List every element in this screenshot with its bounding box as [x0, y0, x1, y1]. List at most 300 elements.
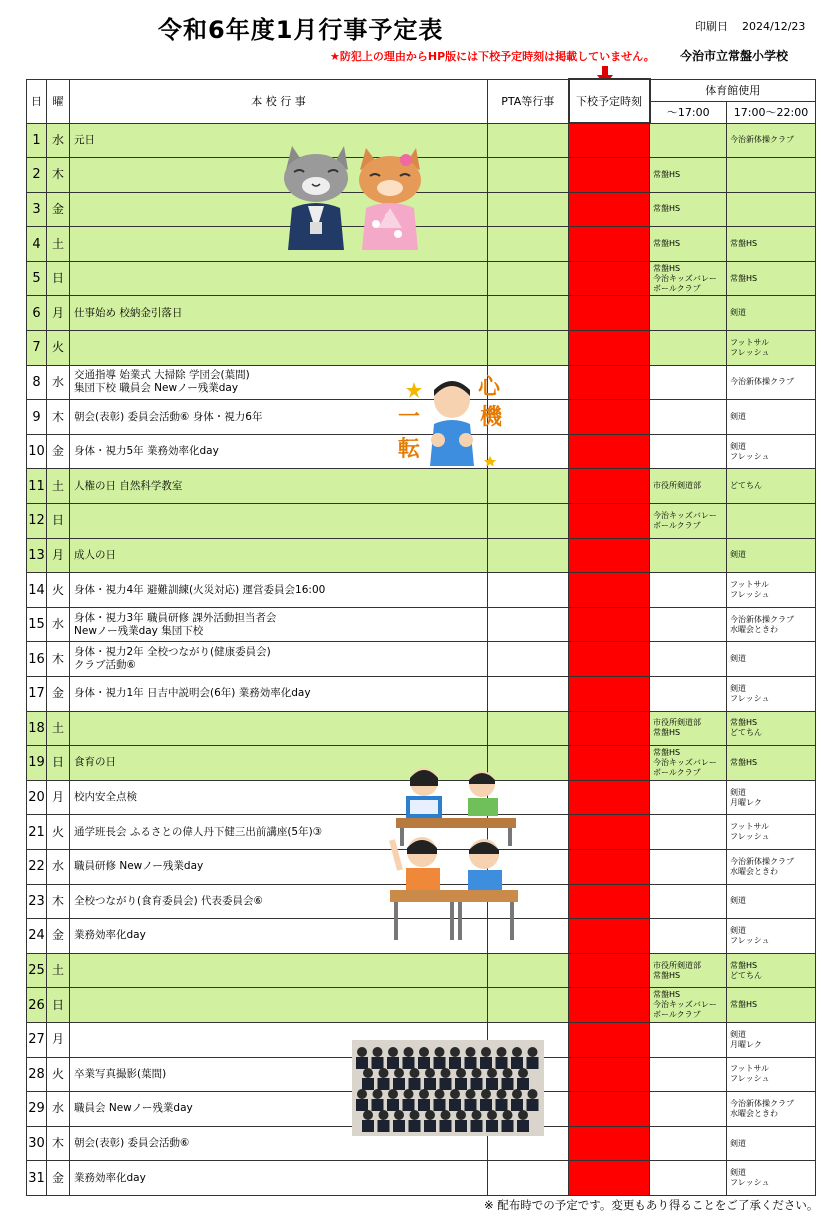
gym-late-cell-line: フレッシュ [730, 590, 770, 600]
gym-early-cell [650, 434, 727, 469]
events-cell [70, 1161, 488, 1196]
photo-person-head [518, 1110, 528, 1120]
events-cell-line: 身体・視力1年 日吉中説明会(6年) 業務効率化day [74, 687, 311, 700]
day-cell: 20 [27, 780, 47, 815]
photo-person-head [388, 1089, 398, 1099]
table-row [27, 331, 816, 366]
gym-early-cell [650, 261, 727, 296]
gym-early-cell [650, 158, 727, 193]
gym-late-cell [727, 815, 816, 850]
events-cell-line: 通学班長会 ふるさとの偉人丹下健三出前講座(5年)③ [74, 825, 323, 838]
photo-person-body [511, 1057, 523, 1069]
gym-late-cell-line: 剣道 [730, 412, 746, 422]
weekday-cell: 水 [47, 365, 70, 400]
pta-cell [488, 607, 569, 642]
weekday-cell: 金 [47, 919, 70, 954]
gym-late-cell-line: 水曜会ときわ [730, 624, 778, 634]
gym-early-cell [650, 849, 727, 884]
gym-early-cell [650, 815, 727, 850]
photo-person-body [393, 1120, 405, 1132]
dismissal-cell [569, 434, 650, 469]
photo-person-head [456, 1068, 466, 1078]
photo-person-body [465, 1099, 477, 1111]
photo-person-body [455, 1078, 467, 1090]
photo-person-head [425, 1110, 435, 1120]
photo-person-head [441, 1068, 451, 1078]
weekday-cell: 水 [47, 849, 70, 884]
gym-early-cell [650, 746, 727, 781]
gym-late-cell-line: 剣道 [730, 1168, 746, 1178]
events-cell-line: 職員研修 Newノー残業day [74, 860, 204, 873]
dismissal-cell [569, 469, 650, 504]
photo-person-head [404, 1047, 414, 1057]
photo-person-head [466, 1089, 476, 1099]
gym-early-cell [650, 780, 727, 815]
footer-note: ※ 配布時での予定です。変更もあり得ることをご了承ください。 [484, 1198, 819, 1212]
dismissal-cell [569, 192, 650, 227]
photo-person-head [472, 1068, 482, 1078]
photo-person-head [357, 1089, 367, 1099]
gym-early-cell [650, 296, 727, 331]
gym-late-cell [727, 849, 816, 884]
pta-cell [488, 573, 569, 608]
photo-person-body [418, 1057, 430, 1069]
gym-early-cell-line: ボールクラブ [653, 767, 701, 777]
photo-person-body [449, 1099, 461, 1111]
photo-person-head [503, 1110, 513, 1120]
gym-late-cell-line: 常盤HS [730, 718, 758, 728]
photo-person-head [419, 1089, 429, 1099]
events-cell-line: 校内安全点検 [74, 791, 137, 804]
photo-person-head [487, 1110, 497, 1120]
gym-early-cell-line: 常盤HS [653, 747, 681, 757]
gym-late-cell [727, 884, 816, 919]
photo-person-body [449, 1057, 461, 1069]
dismissal-cell [569, 573, 650, 608]
col-header-pta: PTA等行事 [488, 79, 569, 123]
photo-person-body [502, 1120, 514, 1132]
gym-late-cell [727, 677, 816, 712]
events-cell-line: 身体・視力4年 避難訓練(火災対応) 運営委員会16:00 [74, 583, 326, 596]
cats-illustration [278, 142, 430, 252]
gym-late-cell [727, 1126, 816, 1161]
print-label: 印刷日 [695, 20, 728, 33]
photo-person-body [403, 1099, 415, 1111]
dismissal-cell [569, 296, 650, 331]
day-cell: 14 [27, 573, 47, 608]
events-cell-line: 元日 [74, 133, 95, 146]
gym-early-cell [650, 884, 727, 919]
classroom-illustration [386, 762, 522, 942]
page-title: 令和6年度1月行事予定表 [158, 16, 444, 44]
photo-person-body [372, 1099, 384, 1111]
gym-late-cell [727, 988, 816, 1023]
dismissal-cell [569, 123, 650, 158]
gym-late-cell [727, 296, 816, 331]
table-row [27, 469, 816, 504]
photo-person-body [517, 1078, 529, 1090]
gym-late-cell [727, 711, 816, 746]
weekday-cell: 金 [47, 434, 70, 469]
gym-early-cell [650, 1092, 727, 1127]
gym-early-cell [650, 953, 727, 988]
events-cell-line: 身体・視力5年 業務効率化day [74, 445, 219, 458]
gym-early-cell [650, 607, 727, 642]
gym-late-cell-line: 今治新体操クラブ [730, 856, 794, 866]
events-cell-line: 朝会(表彰) 委員会活動⑥ 身体・視力6年 [74, 410, 263, 423]
day-cell: 9 [27, 400, 47, 435]
dismissal-cell [569, 607, 650, 642]
gym-early-cell-line: ボールクラブ [653, 520, 701, 530]
weekday-cell: 木 [47, 158, 70, 193]
photo-person-body [496, 1057, 508, 1069]
table-row [27, 988, 816, 1023]
photo-person-head [394, 1110, 404, 1120]
photo-person-head [394, 1068, 404, 1078]
photo-person-head [357, 1047, 367, 1057]
photo-person-head [512, 1047, 522, 1057]
gym-late-cell-line: 月曜レク [730, 797, 762, 807]
photo-person-body [517, 1120, 529, 1132]
gym-early-cell [650, 227, 727, 262]
gym-early-cell-line: ボールクラブ [653, 1010, 701, 1020]
photo-person-body [527, 1099, 539, 1111]
photo-person-head [363, 1110, 373, 1120]
col-header-events: 本 校 行 事 [70, 79, 488, 123]
day-cell: 24 [27, 919, 47, 954]
gym-late-cell [727, 919, 816, 954]
photo-person-head [450, 1089, 460, 1099]
gym-late-cell-line: フレッシュ [730, 1178, 770, 1188]
pta-cell [488, 988, 569, 1023]
weekday-cell: 日 [47, 504, 70, 539]
col-header-day: 日 [27, 79, 47, 123]
gym-late-cell-line: フレッシュ [730, 935, 770, 945]
pta-cell [488, 261, 569, 296]
photo-person-head [373, 1047, 383, 1057]
weekday-cell: 土 [47, 227, 70, 262]
day-cell: 22 [27, 849, 47, 884]
gym-late-cell-line: 剣道 [730, 308, 746, 318]
weekday-cell: 火 [47, 331, 70, 366]
photo-person-body [418, 1099, 430, 1111]
photo-person-head [528, 1089, 538, 1099]
gym-late-cell-line: フレッシュ [730, 693, 770, 703]
day-cell: 19 [27, 746, 47, 781]
day-cell: 26 [27, 988, 47, 1023]
col-header-gym: 体育館使用 [650, 79, 816, 101]
gym-late-cell-line: 剣道 [730, 683, 746, 693]
events-cell [70, 331, 488, 366]
events-cell [70, 469, 488, 504]
gym-early-cell [650, 711, 727, 746]
gym-late-cell-line: フットサル [730, 1064, 770, 1074]
events-cell-line: 業務効率化day [74, 929, 146, 942]
gym-late-cell [727, 504, 816, 539]
photo-person-body [393, 1078, 405, 1090]
events-cell-line: 朝会(表彰) 委員会活動⑥ [74, 1137, 190, 1150]
day-cell: 16 [27, 642, 47, 677]
gym-early-cell [650, 192, 727, 227]
photo-person-head [472, 1110, 482, 1120]
gym-late-cell-line: 剣道 [730, 441, 746, 451]
day-cell: 6 [27, 296, 47, 331]
gym-early-cell-line: 常盤HS [653, 239, 681, 249]
photo-person-body [511, 1099, 523, 1111]
pta-cell [488, 469, 569, 504]
photo-person-head [425, 1068, 435, 1078]
gym-late-cell [727, 1092, 816, 1127]
weekday-cell: 月 [47, 780, 70, 815]
photo-person-body [502, 1078, 514, 1090]
gym-late-cell-line: フレッシュ [730, 1074, 770, 1084]
gym-late-cell-line: 常盤HS [730, 1000, 758, 1010]
photo-person-body [424, 1078, 436, 1090]
gym-early-cell [650, 1057, 727, 1092]
table-row [27, 677, 816, 712]
gym-late-cell-line: 月曜レク [730, 1039, 762, 1049]
photo-person-body [387, 1057, 399, 1069]
gym-late-cell-line: どてちん [730, 970, 762, 980]
events-cell [70, 261, 488, 296]
events-cell-line: 交通指導 始業式 大掃除 学団会(葉間) [74, 369, 250, 382]
dismissal-cell [569, 953, 650, 988]
photo-person-body [409, 1120, 421, 1132]
gym-late-cell-line: 常盤HS [730, 757, 758, 767]
photo-person-head [481, 1089, 491, 1099]
photo-person-body [387, 1099, 399, 1111]
dismissal-cell [569, 1022, 650, 1057]
day-cell: 29 [27, 1092, 47, 1127]
photo-person-head [503, 1068, 513, 1078]
gym-early-cell-line: 今治キッズバレー [653, 1000, 717, 1010]
gym-late-cell [727, 953, 816, 988]
kanji-char: 一 [398, 405, 421, 430]
gym-late-cell-line: 今治新体操クラブ [730, 377, 794, 387]
dismissal-cell [569, 1057, 650, 1092]
dismissal-cell [569, 988, 650, 1023]
kanji-char: 転 [398, 437, 421, 462]
events-cell-line: 成人の日 [74, 548, 116, 561]
photo-person-head [404, 1089, 414, 1099]
pta-cell [488, 123, 569, 158]
table-row [27, 953, 816, 988]
graduation-photo [352, 1040, 544, 1136]
events-cell-line: Newノー残業day 集団下校 [74, 624, 204, 637]
gym-early-cell-line: 常盤HS [653, 728, 681, 738]
gym-late-cell-line: 今治新体操クラブ [730, 614, 794, 624]
photo-person-body [480, 1057, 492, 1069]
gym-late-cell-line: 水曜会ときわ [730, 866, 778, 876]
gym-late-cell [727, 1161, 816, 1196]
gym-early-cell [650, 642, 727, 677]
photo-person-body [424, 1120, 436, 1132]
events-cell-line: 集団下校 職員会 Newノー残業day [74, 382, 239, 395]
dismissal-cell [569, 884, 650, 919]
events-cell-line: 卒業写真撮影(葉間) [74, 1067, 167, 1080]
gym-late-cell-line: 剣道 [730, 550, 746, 560]
gym-late-cell [727, 780, 816, 815]
table-row [27, 261, 816, 296]
table-row [27, 607, 816, 642]
events-cell [70, 538, 488, 573]
gym-late-cell-line: 剣道 [730, 1138, 746, 1148]
photo-person-body [356, 1057, 368, 1069]
weekday-cell: 木 [47, 642, 70, 677]
events-cell-line: 仕事始め 校納金引落日 [74, 306, 183, 319]
gym-late-cell-line: 今治新体操クラブ [730, 135, 794, 145]
photo-person-head [379, 1110, 389, 1120]
gym-early-cell-line: 今治キッズバレー [653, 510, 717, 520]
col-header-gym-late: 17:00～22:00 [727, 101, 816, 123]
pta-cell [488, 192, 569, 227]
gym-early-cell [650, 331, 727, 366]
gym-late-cell-line: フットサル [730, 337, 770, 347]
weekday-cell: 土 [47, 469, 70, 504]
photo-person-head [388, 1047, 398, 1057]
gym-early-cell-line: 常盤HS [653, 263, 681, 273]
weekday-cell: 金 [47, 1161, 70, 1196]
pta-cell [488, 711, 569, 746]
weekday-cell: 月 [47, 538, 70, 573]
photo-person-body [480, 1099, 492, 1111]
day-cell: 4 [27, 227, 47, 262]
dismissal-cell [569, 746, 650, 781]
day-cell: 1 [27, 123, 47, 158]
day-cell: 23 [27, 884, 47, 919]
pta-cell [488, 677, 569, 712]
events-cell-line: 食育の日 [74, 756, 116, 769]
gym-late-cell-line: 剣道 [730, 925, 746, 935]
gym-late-cell-line: 剣道 [730, 896, 746, 906]
photo-person-body [356, 1099, 368, 1111]
gym-early-cell [650, 123, 727, 158]
photo-person-head [497, 1047, 507, 1057]
gym-early-cell [650, 573, 727, 608]
photo-person-head [441, 1110, 451, 1120]
gym-early-cell [650, 469, 727, 504]
kanji-char: 機 [480, 405, 503, 430]
photo-person-head [481, 1047, 491, 1057]
table-row [27, 504, 816, 539]
photo-person-head [419, 1047, 429, 1057]
weekday-cell: 日 [47, 261, 70, 296]
events-cell-line: 全校つながり(食育委員会) 代表委員会⑥ [74, 894, 263, 907]
weekday-cell: 水 [47, 607, 70, 642]
dismissal-cell [569, 1161, 650, 1196]
gym-early-cell [650, 677, 727, 712]
day-cell: 15 [27, 607, 47, 642]
pta-cell [488, 331, 569, 366]
gym-late-cell-line: どてちん [730, 728, 762, 738]
day-cell: 3 [27, 192, 47, 227]
weekday-cell: 火 [47, 573, 70, 608]
gym-early-cell [650, 538, 727, 573]
events-cell [70, 711, 488, 746]
dismissal-cell [569, 642, 650, 677]
pta-cell [488, 158, 569, 193]
events-cell-line: 人権の日 自然科学教室 [74, 479, 183, 492]
events-cell [70, 504, 488, 539]
weekday-cell: 火 [47, 815, 70, 850]
gym-late-cell [727, 400, 816, 435]
gym-late-cell-line: 剣道 [730, 787, 746, 797]
day-cell: 28 [27, 1057, 47, 1092]
photo-person-body [403, 1057, 415, 1069]
gym-early-cell [650, 919, 727, 954]
gym-late-cell [727, 573, 816, 608]
gym-late-cell-line: フットサル [730, 822, 770, 832]
day-cell: 31 [27, 1161, 47, 1196]
gym-late-cell [727, 331, 816, 366]
dismissal-cell [569, 1126, 650, 1161]
kanji-char: 心 [478, 375, 501, 400]
gym-late-cell-line: 剣道 [730, 1029, 746, 1039]
gym-late-cell-line: 常盤HS [730, 960, 758, 970]
table-row [27, 642, 816, 677]
photo-person-head [435, 1089, 445, 1099]
events-cell [70, 642, 488, 677]
day-cell: 17 [27, 677, 47, 712]
gym-early-cell-line: 今治キッズバレー [653, 273, 717, 283]
photo-person-head [518, 1068, 528, 1078]
gym-early-cell-line: 市役所剣道部 [653, 481, 701, 491]
gym-late-cell [727, 158, 816, 193]
print-date-value: 2024/12/23 [742, 20, 806, 33]
events-cell-line: クラブ活動⑥ [74, 659, 136, 672]
events-cell [70, 988, 488, 1023]
weekday-cell: 金 [47, 677, 70, 712]
gym-late-cell [727, 746, 816, 781]
photo-person-head [363, 1068, 373, 1078]
gym-early-cell-line: 常盤HS [653, 204, 681, 214]
day-cell: 8 [27, 365, 47, 400]
dismissal-cell [569, 504, 650, 539]
day-cell: 7 [27, 331, 47, 366]
gym-early-cell-line: 常盤HS [653, 990, 681, 1000]
day-cell: 13 [27, 538, 47, 573]
pta-cell [488, 953, 569, 988]
gym-late-cell [727, 642, 816, 677]
dismissal-cell [569, 365, 650, 400]
gym-early-cell-line: 常盤HS [653, 169, 681, 179]
events-cell [70, 953, 488, 988]
dismissal-cell [569, 677, 650, 712]
weekday-cell: 木 [47, 400, 70, 435]
events-cell-line: 業務効率化day [74, 1171, 146, 1184]
day-cell: 12 [27, 504, 47, 539]
photo-person-body [434, 1099, 446, 1111]
gym-late-cell [727, 123, 816, 158]
photo-person-body [455, 1120, 467, 1132]
school-name: 今治市立常盤小学校 [680, 49, 789, 63]
photo-person-head [410, 1110, 420, 1120]
col-header-dow: 曜 [47, 79, 70, 123]
photo-person-body [527, 1057, 539, 1069]
gym-early-cell-line: ボールクラブ [653, 283, 701, 293]
day-cell: 27 [27, 1022, 47, 1057]
photo-person-head [528, 1047, 538, 1057]
gym-early-cell-line: 市役所剣道部 [653, 718, 701, 728]
photo-person-body [362, 1120, 374, 1132]
gym-early-cell [650, 365, 727, 400]
table-row [27, 711, 816, 746]
day-cell: 10 [27, 434, 47, 469]
photo-person-head [456, 1110, 466, 1120]
day-cell: 21 [27, 815, 47, 850]
table-row [27, 573, 816, 608]
col-header-gym-early: ～17:00 [650, 101, 727, 123]
